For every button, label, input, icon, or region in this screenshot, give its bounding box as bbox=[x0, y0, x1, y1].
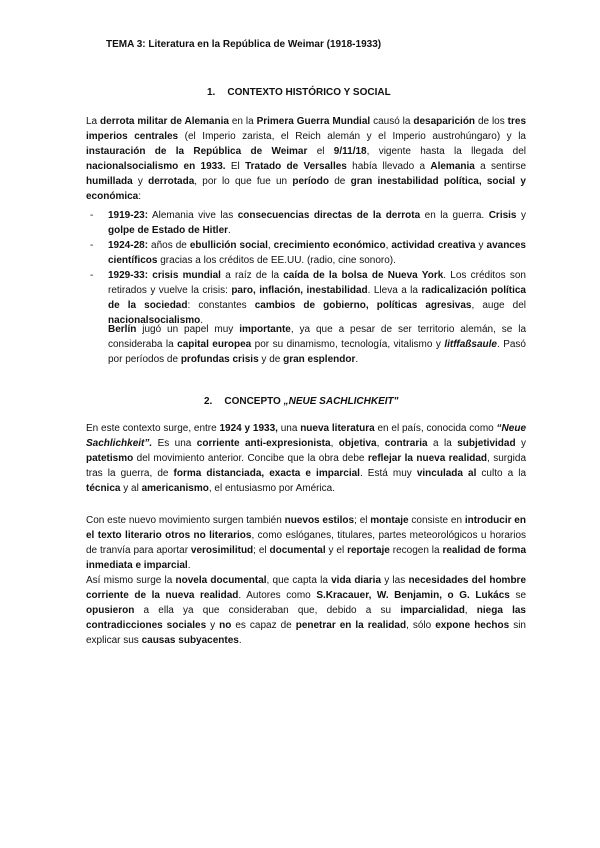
bold-text: niega las contradicciones sociales bbox=[86, 605, 526, 631]
text-run: de los bbox=[475, 116, 508, 127]
bold-text: opusieron bbox=[86, 605, 135, 616]
text-run: , bbox=[267, 240, 274, 251]
text-run: . bbox=[228, 225, 231, 236]
bold-text: necesidades del hombre corriente de la nueva realidad bbox=[86, 575, 527, 601]
text-run: Es una bbox=[152, 438, 197, 449]
section-1-title: CONTEXTO HISTÓRICO Y SOCIAL bbox=[227, 87, 391, 98]
bold-text: contraria bbox=[384, 438, 428, 449]
bold-text: reportaje bbox=[347, 545, 390, 556]
bold-text: nuevos estilos bbox=[284, 515, 355, 526]
bold-text: verosimilitud bbox=[190, 545, 254, 556]
bold-text: reflejar la nueva realidad bbox=[367, 453, 488, 464]
bold-text: crecimiento económico bbox=[273, 240, 386, 251]
timeline-list bbox=[86, 208, 526, 328]
bold-text: corriente anti-expresionista bbox=[196, 438, 331, 449]
section-2-number: 2. bbox=[204, 396, 213, 407]
section-1-number: 1. bbox=[207, 87, 216, 98]
section-2-paragraph-1 bbox=[86, 421, 526, 496]
bold-text: imparcialidad bbox=[400, 605, 465, 616]
text-run: culto a la bbox=[476, 468, 527, 479]
bold-text: período bbox=[292, 176, 330, 187]
text-run: . bbox=[355, 354, 359, 365]
text-run: . bbox=[200, 315, 204, 326]
text-run: . bbox=[238, 635, 242, 646]
text-run: El bbox=[225, 161, 246, 172]
bold-text: consecuencias directas de la derrota bbox=[237, 210, 421, 221]
text-run: causó la bbox=[370, 116, 414, 127]
bullet-dash: - bbox=[90, 270, 94, 281]
timeline-item-text bbox=[108, 270, 526, 326]
bold-text: crisis mundial bbox=[152, 270, 221, 281]
text-run: . Está muy bbox=[359, 468, 417, 479]
text-run: el bbox=[307, 146, 334, 157]
text-run: , sólo bbox=[406, 620, 436, 631]
bold-text: subjetividad bbox=[457, 438, 516, 449]
text-run: , que capta la bbox=[266, 575, 332, 586]
bold-text: gran inestabilidad política, social y económica bbox=[86, 176, 526, 202]
text-run: En este contexto surge, entre bbox=[86, 423, 220, 434]
timeline-item-text bbox=[108, 240, 526, 266]
text-run: . Pasó por períodos de bbox=[108, 339, 526, 365]
text-run: y bbox=[132, 176, 149, 187]
text-run: Con este nuevo movimiento surgen también bbox=[86, 515, 285, 526]
section-2-title-prefix: CONCEPTO bbox=[224, 396, 284, 407]
text-run: y las bbox=[381, 575, 409, 586]
text-run: , por lo que fue un bbox=[194, 176, 293, 187]
text-run: , surgida tras la guerra, de bbox=[86, 453, 527, 479]
bold-text: instauración de la República de Weimar bbox=[86, 146, 308, 157]
text-run: en la bbox=[228, 116, 257, 127]
text-run: se bbox=[509, 590, 527, 601]
text-run: por su dinamismo, tecnología, vitalismo y bbox=[251, 339, 445, 350]
bold-text: técnica bbox=[86, 483, 121, 494]
bold-text: Crisis bbox=[488, 210, 517, 221]
text-run: , bbox=[464, 605, 477, 616]
bullet-dash: - bbox=[90, 210, 94, 221]
text-run: jugó un papel muy bbox=[136, 324, 240, 335]
text-run: , auge del bbox=[471, 300, 526, 311]
bold-text: nueva literatura bbox=[300, 423, 375, 434]
text-run: : constantes bbox=[187, 300, 255, 311]
bold-text: vinculada al bbox=[416, 468, 477, 479]
text-run: ; el bbox=[253, 545, 270, 556]
text-run: La bbox=[86, 116, 101, 127]
section-1-intro-paragraph bbox=[86, 114, 526, 204]
bullet-dash: - bbox=[90, 240, 94, 251]
bold-text: introducir en el texto literario otros no literarios bbox=[86, 515, 526, 541]
bold-text: cambios de gobierno, políticas agresivas bbox=[254, 300, 472, 311]
bold-text: 1929-33: bbox=[108, 270, 149, 281]
bold-text: 1919-23: bbox=[108, 210, 149, 221]
bold-text: nacionalsocialismo en 1933. bbox=[86, 161, 226, 172]
bold-text: novela documental bbox=[175, 575, 267, 586]
bold-text: montaje bbox=[370, 515, 409, 526]
bold-text: vida diaria bbox=[331, 575, 382, 586]
text-run: es capaz de bbox=[231, 620, 296, 631]
text-run: . bbox=[187, 560, 191, 571]
text-run: a ella ya que consideraban que, debido a su bbox=[134, 605, 401, 616]
bold-text: profundas crisis bbox=[180, 354, 259, 365]
text-run: años de bbox=[148, 240, 190, 251]
bold-text: 1924-28: bbox=[108, 240, 149, 251]
bold-text: patetismo bbox=[86, 453, 134, 464]
bold-text: capital europea bbox=[177, 339, 252, 350]
bold-text: Primera Guerra Mundial bbox=[256, 116, 371, 127]
timeline-item bbox=[86, 268, 526, 328]
bold-italic-text: “Neue Sachlichkeit”. bbox=[86, 423, 526, 449]
text-run: . Autores como bbox=[238, 590, 317, 601]
bold-text: ebullición social bbox=[189, 240, 268, 251]
text-run: de bbox=[329, 176, 351, 187]
text-run: , el entusiasmo por América. bbox=[208, 483, 336, 494]
bold-text: derrota militar de Alemania bbox=[100, 116, 229, 127]
section-1-heading bbox=[207, 87, 391, 98]
text-run: en la guerra. bbox=[420, 210, 489, 221]
text-run: , vigente hasta la llegada del bbox=[366, 146, 526, 157]
bold-text: actividad creativa bbox=[391, 240, 476, 251]
bold-text: desaparición bbox=[413, 116, 476, 127]
bold-text: 9/11/18 bbox=[333, 146, 367, 157]
bold-italic-text: litffaßsaule bbox=[444, 339, 497, 350]
text-run: a sentirse bbox=[474, 161, 527, 172]
bold-text: golpe de Estado de Hitler bbox=[108, 225, 229, 236]
text-run: había llevado a bbox=[346, 161, 431, 172]
text-run: , bbox=[330, 438, 339, 449]
bold-text: no bbox=[219, 620, 232, 631]
bold-text: S.Kracauer, W. Benjamin, o G. Lukács bbox=[316, 590, 510, 601]
section-2-paragraph-2 bbox=[86, 513, 526, 573]
text-run: y bbox=[515, 438, 527, 449]
timeline-item bbox=[86, 208, 526, 238]
text-run: una bbox=[277, 423, 301, 434]
bold-text: Alemania bbox=[430, 161, 475, 172]
bold-text: gran esplendor bbox=[283, 354, 356, 365]
timeline-item bbox=[86, 238, 526, 268]
text-run: Alemania vive las bbox=[148, 210, 238, 221]
bold-text: humillada bbox=[86, 176, 133, 187]
bold-text: americanismo bbox=[141, 483, 209, 494]
bold-text: causas subyacentes bbox=[141, 635, 239, 646]
text-run: a raíz de la bbox=[220, 270, 284, 281]
text-run: (el Imperio zarista, el Reich alemán y el Imperio austrohúngaro) y la bbox=[178, 131, 526, 142]
bold-text: documental bbox=[269, 545, 326, 556]
text-run: , bbox=[385, 240, 392, 251]
bold-text: Tratado de Versalles bbox=[245, 161, 347, 172]
bold-text: Berlín bbox=[108, 324, 137, 335]
text-run: recogen la bbox=[389, 545, 443, 556]
text-run: ; el bbox=[354, 515, 371, 526]
bold-text: importante bbox=[239, 324, 291, 335]
document-title: TEMA 3: Literatura en la República de Weimar (1918-1933) bbox=[106, 39, 382, 50]
text-run: y bbox=[206, 620, 220, 631]
text-run: y bbox=[475, 240, 487, 251]
bold-text: caída de la bolsa de Nueva York bbox=[283, 270, 444, 281]
bold-text: derrotada bbox=[148, 176, 195, 187]
text-run: , ya que a pesar de ser territorio alemán, se la consideraba la bbox=[108, 324, 527, 350]
text-run: , bbox=[376, 438, 385, 449]
text-run: en el país, conocida como bbox=[374, 423, 497, 434]
text-run: Así mismo surge la bbox=[86, 575, 176, 586]
text-run: y de bbox=[258, 354, 284, 365]
text-run: y al bbox=[120, 483, 142, 494]
text-run: y bbox=[516, 210, 526, 221]
timeline-item-text bbox=[108, 210, 526, 236]
bold-text: avances científicos bbox=[108, 240, 526, 266]
bold-text: realidad de forma inmediata e imparcial bbox=[86, 545, 527, 571]
section-2-heading bbox=[204, 396, 398, 407]
text-run: , como eslóganes, titulares, partes meteorológicos u horarios de tranvía para aportar bbox=[86, 530, 527, 556]
bold-text: radicalización política de la sociedad bbox=[108, 285, 526, 311]
text-run: consiste en bbox=[408, 515, 465, 526]
text-run: del movimiento anterior. Concibe que la obra debe bbox=[133, 453, 368, 464]
text-run: : bbox=[138, 191, 142, 202]
section-2-paragraph-3 bbox=[86, 573, 526, 648]
text-run: . Los créditos son retirados y vuelve la crisis: bbox=[108, 270, 526, 296]
bold-text: tres imperios centrales bbox=[86, 116, 527, 142]
text-run: y el bbox=[325, 545, 348, 556]
bold-text: expone hechos bbox=[435, 620, 510, 631]
text-run: sin explicar sus bbox=[86, 620, 526, 646]
text-run: . Lleva a la bbox=[367, 285, 422, 296]
bold-text: nacionalsocialismo bbox=[108, 315, 201, 326]
bold-text: penetrar en la realidad bbox=[295, 620, 407, 631]
bold-text: objetiva bbox=[338, 438, 377, 449]
bold-text: paro, inflación, inestabilidad bbox=[231, 285, 368, 296]
bold-text: forma distanciada, exacta e imparcial bbox=[173, 468, 360, 479]
text-run: a la bbox=[427, 438, 458, 449]
bold-text: 1924 y 1933, bbox=[219, 423, 278, 434]
text-run: gracias a los créditos de EE.UU. (radio, cine sonoro). bbox=[157, 255, 396, 266]
berlin-paragraph bbox=[108, 322, 526, 367]
section-2-title-italic: „NEUE SACHLICHKEIT" bbox=[283, 396, 399, 407]
